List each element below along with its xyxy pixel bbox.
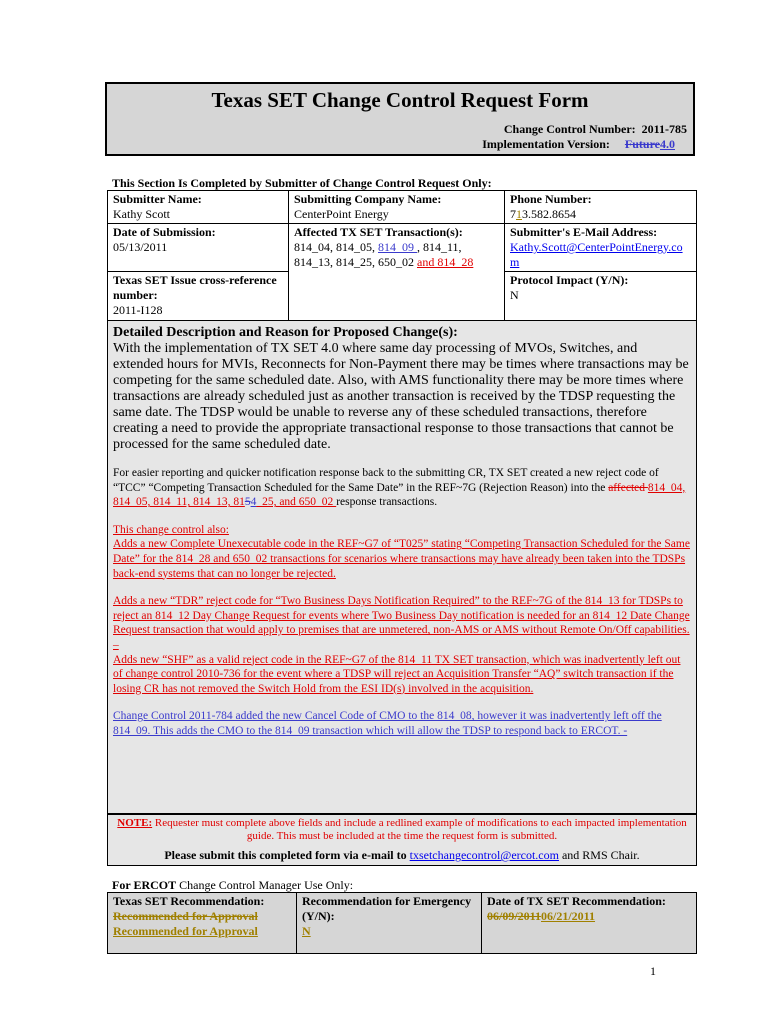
- description-box: [107, 320, 697, 814]
- form-header: [105, 82, 695, 156]
- submit-b: and RMS Chair.: [558, 848, 640, 862]
- recommendation-date-cell: [482, 893, 697, 954]
- note-box: [107, 814, 697, 866]
- description-p4: Adds a new “TDR” reject code for “Two Business Days Notification Required” to the REF~7G of the 814_13 for TDSPs to reject an 814_12 Day Change Request for events where Two Business Day notification is needed for an 814_12 Date Change Request transaction that would apply to premises that are unmetered, non-AMS or AMS without Remote On/Off capabilities.: [113, 595, 690, 637]
- ercot-label-bold: For ERCOT: [112, 878, 177, 892]
- submit-instructions: [108, 848, 696, 863]
- description-main: With the implementation of TX SET 4.0 where same day processing of MVOs, Switches, and extended hours for MVIs, Reconnects for Non-Payment there may be times where transactions may be competing for the same scheduled date. Also, with AMS functionality there may be more times where transactions are already scheduled just as another transaction is received by the TDSP requesting the same date. The TDSP would be unable to reverse any of these scheduled transactions, therefore creating a need to provide the appropriate transactional response to those transactions that cannot be processed for the same scheduled date.: [113, 341, 689, 452]
- submitter-info-table: [107, 190, 697, 321]
- cc-number-label: Change Control Number:: [503, 122, 636, 136]
- ercot-table: [107, 892, 697, 954]
- recommendation-date-label: Date of TX SET Recommendation:: [487, 894, 666, 908]
- recommendation-new: Recommended for Approval: [113, 924, 258, 938]
- issue-number: 2011-I128: [113, 303, 163, 317]
- issue-label: Texas SET Issue cross-reference number:: [113, 273, 277, 302]
- impl-version-old: Future: [624, 137, 660, 151]
- protocol-cell: [505, 272, 697, 321]
- p2-d: 4: [250, 496, 257, 509]
- page-number: 1: [650, 964, 656, 978]
- company-name: CenterPoint Energy: [294, 207, 389, 221]
- tx-b: 814_09: [378, 240, 417, 254]
- email-cell: [505, 224, 697, 272]
- note-label: NOTE:: [117, 817, 153, 829]
- p2-b: 814_04, 814_05, 814_11, 814_13, 81: [113, 481, 686, 509]
- note-text: [108, 817, 696, 843]
- submission-date: 05/13/2011: [113, 240, 168, 254]
- p2-f: response transactions.: [336, 496, 438, 509]
- ercot-section-label: [112, 878, 353, 893]
- ercot-label-rest: Change Control Manager Use Only:: [176, 878, 354, 892]
- impl-version-new: 4.0: [660, 137, 675, 151]
- p2-c: 5: [244, 496, 251, 509]
- date-label: Date of Submission:: [113, 225, 216, 239]
- recommendation-old: Recommended for Approval: [113, 909, 258, 923]
- p2-a: For easier reporting and quicker notification response back to the submitting CR, TX SET created a new reject code of “TCC” “Competing Transaction Scheduled for the Same Date” in the REF~7G (Rejection Reason) into the: [113, 467, 659, 494]
- implementation-version: [482, 137, 675, 152]
- p2-strike: affected: [608, 481, 648, 494]
- description-p6: Change Control 2011-784 added the new Cancel Code of CMO to the 814_08, however it was inadvertently left off the 814_09. This adds the CMO to the 814_09 transaction which will allow the TDSP to respond back to ERCOT. -: [113, 710, 662, 737]
- submitter-email-link[interactable]: Kathy.Scott@CenterPointEnergy.com: [510, 240, 683, 269]
- phone-c: 3.582.8654: [522, 207, 576, 221]
- change-control-number: [504, 122, 687, 137]
- p5-dash: –: [113, 638, 119, 651]
- submitter-name: Kathy Scott: [113, 207, 170, 221]
- email-label: Submitter's E-Mail Address:: [510, 225, 658, 239]
- company-label: Submitting Company Name:: [294, 192, 442, 206]
- description-heading: Detailed Description and Reason for Proposed Change(s):: [113, 325, 458, 340]
- emergency-label: Recommendation for Emergency (Y/N):: [302, 894, 472, 923]
- p5-text: Adds new “SHF” as a valid reject code in the REF~G7 of the 814_11 TX SET transaction, which was inadvertently left out of change control 2010-736 for the event where a TDSP will reject an Acquisition Transfer “AQ” switch transaction if the losing CR has not removed the Switch Hold from the ESI ID(s) involved in the acquisition.: [113, 653, 681, 695]
- recommendation-date-old: 06/09/2011: [487, 909, 542, 923]
- tx-d: and 814_28: [417, 255, 474, 269]
- recommendation-label: Texas SET Recommendation:: [113, 894, 265, 908]
- submitter-name-label: Submitter Name:: [113, 192, 202, 206]
- note-body: Requester must complete above fields and include a redlined example of modifications to each impacted implementation guide. This must be included at the time the request form is submitted.: [152, 817, 687, 842]
- section-note: This Section Is Completed by Submitter of Change Control Request Only:: [112, 176, 492, 190]
- description-p3: [113, 523, 690, 581]
- emergency-cell: [297, 893, 482, 954]
- phone-cell: [505, 191, 697, 224]
- phone-b: 1: [516, 207, 522, 221]
- transactions-cell: [289, 224, 505, 321]
- protocol-label: Protocol Impact (Y/N):: [510, 273, 629, 287]
- description-p2: [113, 466, 690, 510]
- recommendation-cell: [108, 893, 297, 954]
- p3-b: Adds a new Complete Unexecutable code in the REF~G7 of “T025” stating “Competing Transaction Scheduled for the Same Date” for the 814_28 and 650_02 transactions for scenarios where transactions may have already been taken into the TDSPs back-end systems that can no longer be rejected.: [113, 538, 690, 580]
- recommendation-date-new: 06/21/2011: [541, 909, 596, 923]
- form-title: Texas SET Change Control Request Form: [211, 88, 589, 112]
- tx-a: 814_04, 814_05,: [294, 240, 378, 254]
- issue-cell: [108, 272, 289, 321]
- submit-a: Please submit this completed form via e-mail to: [164, 848, 410, 862]
- submit-email-link[interactable]: txsetchangecontrol@ercot.com: [409, 848, 559, 862]
- phone-a: 7: [510, 207, 516, 221]
- p2-e: _25, and 650_02: [256, 496, 337, 509]
- impl-version-label: Implementation Version:: [482, 137, 610, 151]
- company-cell: [289, 191, 505, 224]
- submitter-name-cell: [108, 191, 289, 224]
- description-p5: [113, 638, 690, 696]
- protocol-impact: N: [510, 288, 519, 302]
- date-cell: [108, 224, 289, 272]
- p3-a: This change control also:: [113, 523, 229, 536]
- tx-c: , 814_11, 814_13, 814_25, 650_02: [294, 240, 462, 269]
- cc-number-value: 2011-785: [641, 122, 687, 136]
- phone-label: Phone Number:: [510, 192, 592, 206]
- emergency-value: N: [302, 924, 311, 938]
- transactions-label: Affected TX SET Transaction(s):: [294, 225, 463, 239]
